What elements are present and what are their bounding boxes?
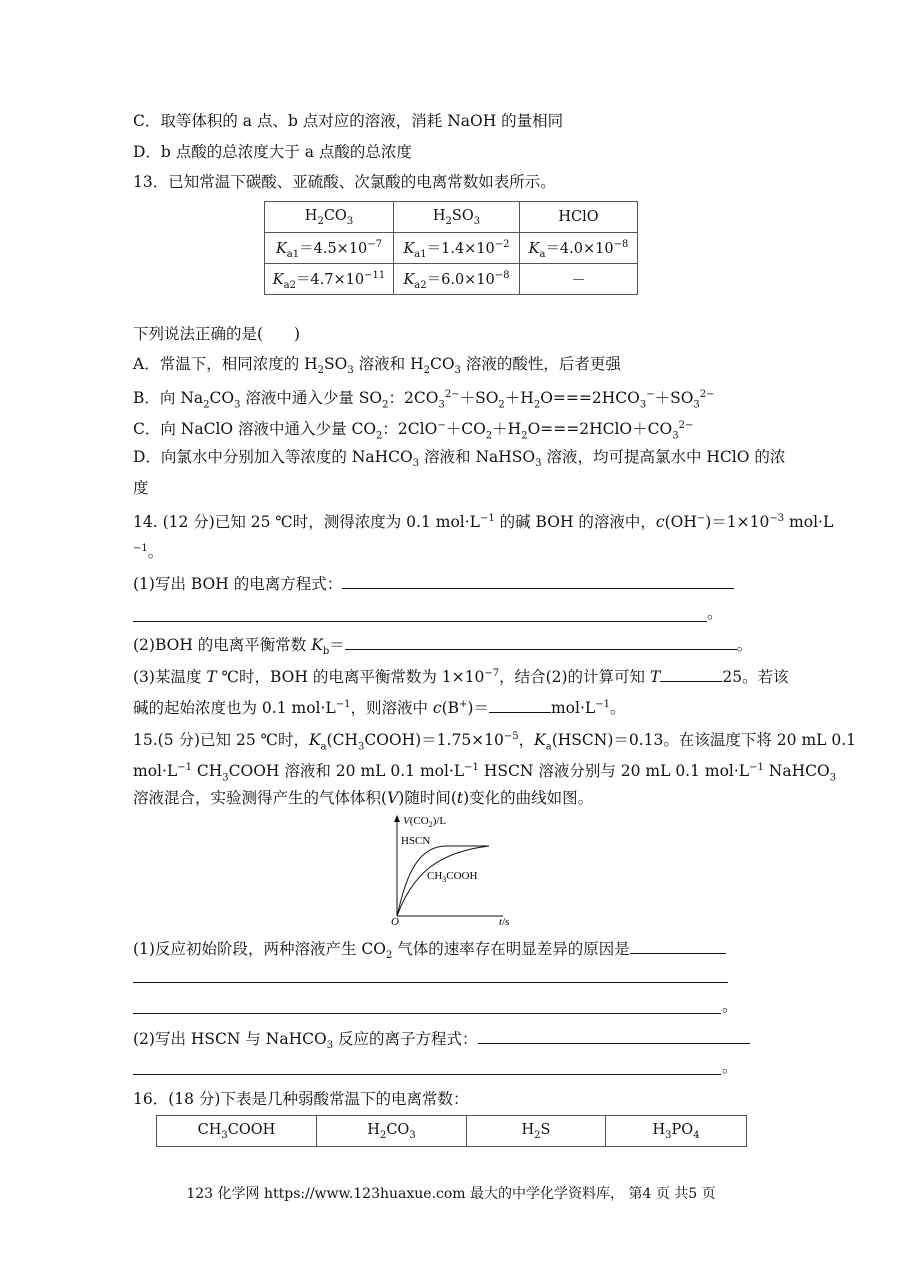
table-cell-ka1-h2so3: $K_{a1}=1.4\times 10^{-2}$ [394, 233, 520, 264]
q16-table [156, 1115, 747, 1147]
q13-question: 下列说法正确的是( ) [133, 325, 301, 343]
q15-stem-line3: 溶液混合，实验测得产生的气体体积(V)随时间(t)变化的曲线如图。 [133, 789, 594, 807]
q14-part1-label: (1)写出 BOH 的电离方程式： [133, 575, 343, 593]
period-1: 。 [707, 604, 723, 622]
x-axis-label: t/s [499, 916, 510, 927]
table-cell-ka2-h2so3: $K_{a2}=6.0\times 10^{-8}$ [394, 264, 520, 295]
q14-part3-line2: 碱的起始浓度也为 0.1 $mol\cdot L^{-1}$，则溶液中 $c(B^+)= mol\cdot L^{-1}$。 [133, 695, 625, 718]
origin-label: O [391, 916, 399, 927]
answer-blank-4[interactable] [489, 696, 551, 713]
table-header-h3po4: $H_3PO_4$ [606, 1116, 747, 1147]
q13-option-d-line1: D．向氯水中分别加入等浓度的 NaHCO$_3$ 溶液和 NaHSO$_3$ 溶液，均可提高氯水中 HClO 的浓 [133, 448, 786, 470]
y-axis-label: $V(CO_2)/L$ [403, 815, 447, 829]
answer-blank-5b[interactable] [133, 981, 728, 983]
q13-option-a: A．常温下，相同浓度的 $H_2SO_3$ 溶液和 $H_2CO_3$ 溶液的酸性，后者更强 [133, 355, 621, 377]
table-cell-ka1-h2co3: $K_{a1}=4.5\times 10^{-7}$ [265, 233, 394, 264]
q15-stem-line2: $mol\cdot L^{-1}$ $CH_3COOH$ 溶液和 20 mL 0.1 $mol\cdot L^{-1}$ HSCN 溶液分别与 20 mL 0.1 $mol\cdot L^{-1}$ NaHCO$_3$ [133, 762, 837, 784]
table-header-hclo: HClO [520, 202, 638, 233]
q14-part1 [133, 572, 734, 594]
q13-option-b: B．向 $Na_2CO_3$ 溶液中通入少量 $SO_2$：$2CO_3^{2-}+SO_2+H_2O===2HCO_3^-+SO_3^{2-}$ [133, 389, 715, 411]
q15-part1: (1)反应初始阶段，两种溶液产生 $CO_2$ 气体的速率存在明显差异的原因是 [133, 937, 726, 966]
table-header-h2s: $H_2S$ [467, 1116, 606, 1147]
q14-stem-line2: $^{-1}$。 [133, 543, 164, 562]
q15-part2: (2)写出 HSCN 与 NaHCO$_3$ 反应的离子方程式： [133, 1027, 750, 1056]
q14-part2: (2)BOH 的电离平衡常数 $K_b=$ 。 [133, 633, 752, 662]
page-footer: 123 化学网 https://www.123huaxue.com 最大的中学化学资料库， 第4 页 共5 页 [186, 1186, 716, 1202]
table-header-ch3cooh: $CH_3COOH$ [157, 1116, 317, 1147]
q14-stem-line1: 14. (12 分)已知 25 ℃时，测得浓度为 0.1 $mol\cdot L^{-1}$ 的碱 BOH 的溶液中，$c(OH^-)=1\times 10^{-3}$ mol·L [133, 513, 834, 532]
q13-option-c: C．向 NaClO 溶液中通入少量 $CO_2$：$2ClO^-+CO_2+H_2O===2HClO+CO_3^{2-}$ [133, 420, 694, 442]
answer-blank-6[interactable] [478, 1027, 750, 1044]
period-6: 。 [722, 1058, 738, 1076]
table-header-h2co3: $H_2CO_3$ [265, 202, 394, 233]
table-cell-ka-hclo: $K_a=4.0\times 10^{-8}$ [520, 233, 638, 264]
answer-blank-3[interactable] [660, 665, 722, 682]
q14-part3-line1: (3)某温度 T ℃时，BOH 的电离平衡常数为 $1\times 10^{-7}$，结合(2)的计算可知 T 25。若该 [133, 664, 789, 687]
q15-stem-line1: 15.(5 分)已知 25 ℃时，$K_a(CH_3COOH)=1.75\times 10^{-5}$，$K_a(HSCN)=0.13$。在该温度下将 20 mL 0.1 [133, 731, 857, 753]
series-label-hscn: HSCN [401, 835, 431, 847]
answer-blank-5c[interactable] [133, 1012, 721, 1014]
q13-stem: 13．已知常温下碳酸、亚硫酸、次氯酸的电离常数如表所示。 [133, 173, 556, 191]
table-cell-ka2-h2co3: $K_{a2}=4.7\times 10^{-11}$ [265, 264, 394, 295]
v-t-chart [385, 812, 525, 927]
series-label-ch3cooh: $CH_3COOH$ [427, 870, 478, 884]
q12-option-c: C．取等体积的 a 点、b 点对应的溶液，消耗 NaOH 的量相同 [133, 112, 564, 130]
q13-ka-table [264, 201, 638, 295]
answer-blank-6b[interactable] [133, 1073, 721, 1075]
answer-blank-1b[interactable] [133, 620, 707, 622]
q13-option-d-line2: 度 [133, 479, 149, 497]
table-header-h2so3: $H_2SO_3$ [394, 202, 520, 233]
q16-stem: 16．(18 分)下表是几种弱酸常温下的电离常数： [133, 1090, 469, 1108]
period-5: 。 [722, 997, 738, 1015]
answer-blank-5[interactable] [630, 937, 726, 954]
table-header-h2co3-2: $H_2CO_3$ [317, 1116, 467, 1147]
table-cell-empty: － [520, 264, 638, 295]
y-axis-arrow [394, 815, 400, 822]
answer-blank-1[interactable] [342, 572, 734, 589]
q12-option-d: D．b 点酸的总浓度大于 a 点酸的总浓度 [133, 143, 412, 161]
answer-blank-2[interactable] [345, 633, 737, 650]
